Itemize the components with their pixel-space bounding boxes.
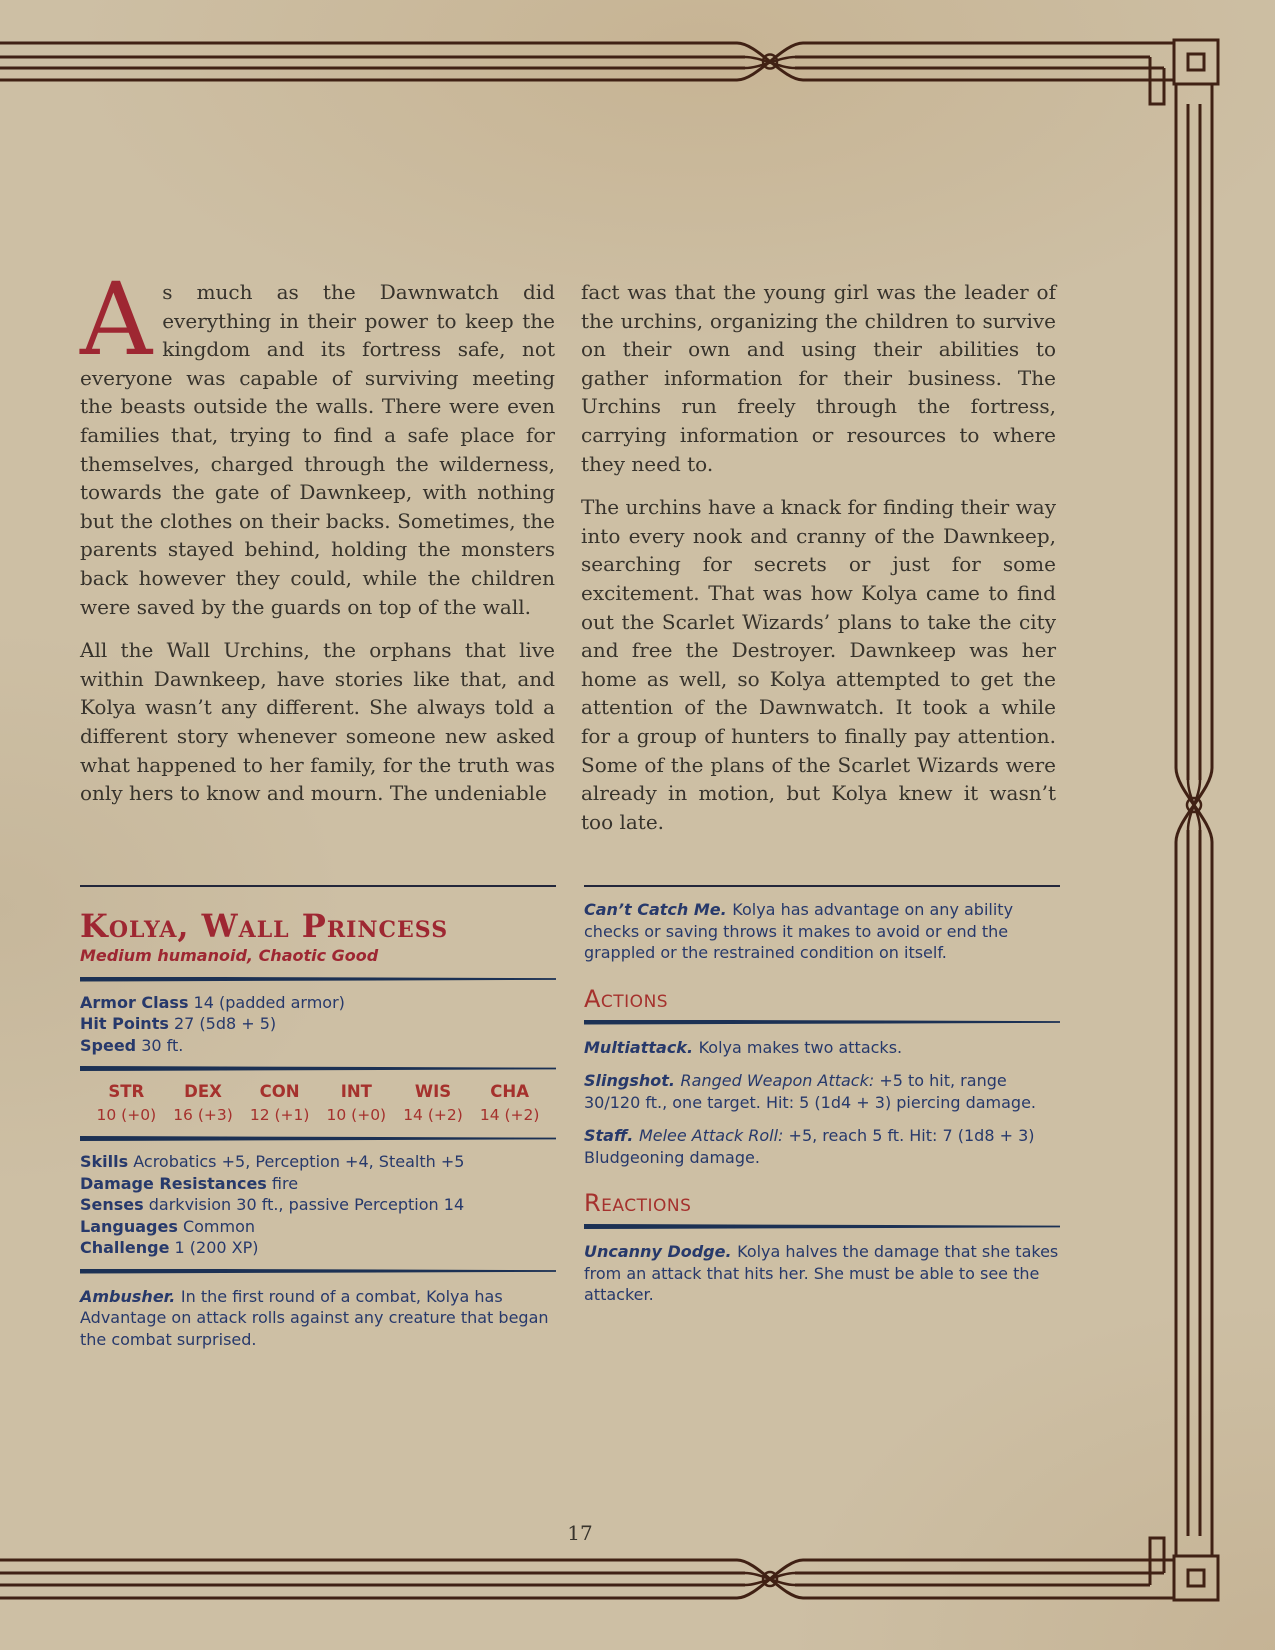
feature-name: Slingshot. [584, 1071, 681, 1090]
ability-cell [241, 1081, 318, 1126]
feature-name: Multiattack. [584, 1037, 699, 1057]
divider-thin [584, 885, 1060, 887]
traits-left [80, 1286, 556, 1351]
article-left-column [80, 261, 555, 836]
feature-paragraph [584, 1037, 1060, 1059]
divider-tapered [80, 1136, 556, 1141]
lore-text: s much as the Dawnwatch did everything in their power to keep the kingdom and its fortress safe, not everyone was capable of surviving meeting the beasts outside the walls. There were even families that, trying to find a safe place for themselves, charged through the wilderness, towards the gate of Dawnkeep, with nothing but the clothes on their backs. Sometimes, the parents stayed behind, holding the monsters back however they could, while the children were saved by the guards on top of the wall. [80, 280, 555, 619]
feature-text: +5, reach 5 ft. Hit: 7 (1d8 + 3) Bludgeoning damage. [584, 1126, 1035, 1167]
feature-name: Ambusher. [80, 1286, 181, 1306]
feature-paragraph [80, 1286, 556, 1351]
stat-row [80, 1151, 556, 1173]
feature-text: Kolya halves the damage that she takes from an attack that hits her. She must be able to see the attacker. [584, 1242, 1059, 1304]
feature-name: Staff. [584, 1126, 639, 1145]
ability-name: CON [259, 1082, 300, 1101]
stat-row [80, 1237, 556, 1259]
stat-row [80, 992, 556, 1014]
core-attributes [80, 992, 556, 1057]
detail-attributes [80, 1151, 556, 1259]
feature-name: Can’t Catch Me. [584, 900, 733, 919]
stat-row [80, 1035, 556, 1057]
stat-label: Skills [80, 1152, 129, 1171]
stat-value: fire [266, 1173, 299, 1193]
stat-value: Common [177, 1216, 256, 1236]
feature-flavor: Melee Attack Roll: [638, 1126, 789, 1145]
ability-cell [395, 1081, 472, 1126]
stat-block [80, 885, 1060, 1362]
reactions-heading: Reactions [584, 1189, 692, 1217]
stat-label: Damage Resistances [80, 1173, 267, 1193]
article-right-column [581, 278, 1056, 836]
stat-label: Speed [80, 1035, 137, 1055]
drop-cap: A [80, 261, 153, 378]
stat-value: 14 (padded armor) [188, 992, 345, 1012]
traits-right [584, 899, 1060, 964]
page-number: 17 [567, 1521, 593, 1545]
lore-article [80, 261, 1056, 836]
reactions-list [584, 1241, 1060, 1306]
feature-paragraph [584, 899, 1060, 964]
ability-score: 12 (+1) [249, 1105, 310, 1124]
stat-value: 1 (200 XP) [169, 1238, 259, 1257]
stat-value: 27 (5d8 + 5) [168, 1014, 277, 1033]
divider-tapered [80, 1066, 556, 1071]
stat-value: 30 ft. [136, 1035, 184, 1055]
stat-block-right-column [584, 885, 1060, 1362]
ability-cell [318, 1081, 395, 1126]
stat-label: Senses [80, 1195, 144, 1214]
lore-paragraph: The urchins have a knack for finding their way into every nook and cranny of the Dawnkeep, searching for secrets or just for some excitement. That was how Kolya came to find out the Scarlet Wizards’ plans to take the city and free the Destroyer. Dawnkeep was her home as well, so Kolya attempted to get the attention of the Dawnwatch. It took a while for a group of hunters to finally pay attention. Some of the plans of the Scarlet Wizards were already in motion, but Kolya knew it wasn’t too late. [581, 495, 1056, 834]
feature-text: In the first round of a combat, Kolya has Advantage on attack rolls against any creature that began the combat surprised. [80, 1286, 549, 1349]
actions-list [584, 1037, 1060, 1169]
feature-name: Uncanny Dodge. [584, 1242, 738, 1261]
feature-text: Kolya makes two attacks. [698, 1037, 903, 1057]
ability-score: 14 (+2) [479, 1105, 540, 1124]
stat-label: Armor Class [80, 992, 189, 1012]
feature-flavor: Ranged Weapon Attack: [680, 1071, 880, 1090]
ability-name: DEX [184, 1082, 222, 1101]
ability-score: 14 (+2) [403, 1105, 463, 1124]
ability-cell [165, 1081, 242, 1126]
ability-score: 10 (+0) [96, 1105, 157, 1124]
stat-row [80, 1173, 556, 1195]
lore-paragraph: fact was that the young girl was the leader of the urchins, organizing the children to survive on their own and using their abilities to gather information for their business. The Urchins run freely through the fortress, carrying information or resources to where they need to. [581, 280, 1056, 476]
divider-thin [80, 885, 556, 887]
creature-type: Medium humanoid, Chaotic Good [80, 946, 379, 965]
ability-name: WIS [414, 1082, 452, 1101]
divider-tapered [584, 1020, 1060, 1025]
ability-cell [88, 1081, 165, 1126]
feature-paragraph [584, 1125, 1060, 1168]
divider-tapered [80, 1269, 556, 1274]
ability-score: 16 (+3) [173, 1105, 233, 1124]
stat-row [80, 1216, 556, 1238]
feature-paragraph [584, 1070, 1060, 1113]
stat-row [80, 1013, 556, 1035]
ability-name: STR [108, 1082, 145, 1101]
stat-value: darkvision 30 ft., passive Perception 14 [143, 1195, 465, 1214]
feature-text: Kolya has advantage on any ability checks or saving throws it makes to avoid or end the grappled or the restrained condition on itself. [584, 900, 1014, 962]
ability-name: INT [340, 1082, 372, 1101]
lore-paragraph [80, 261, 555, 621]
stat-row [80, 1194, 556, 1216]
ability-score: 10 (+0) [326, 1105, 387, 1124]
ability-cell [471, 1081, 548, 1126]
divider-tapered [80, 977, 556, 982]
feature-text: +5 to hit, range 30/120 ft., one target. Hit: 5 (1d4 + 3) piercing damage. [584, 1071, 1037, 1112]
feature-paragraph [584, 1241, 1060, 1306]
lore-paragraph: All the Wall Urchins, the orphans that live within Dawnkeep, have stories like that, and Kolya wasn’t any different. She always told a different story whenever someone new asked what happened to her family, for the truth was only hers to know and mourn. The undeniable [80, 638, 555, 806]
creature-name: Kolya, Wall Princess [80, 907, 449, 945]
stat-label: Languages [80, 1216, 178, 1236]
ability-name: CHA [490, 1082, 529, 1101]
ability-score-table [80, 1081, 556, 1126]
divider-tapered [584, 1224, 1060, 1229]
stat-block-left-column [80, 885, 556, 1362]
stat-value: Acrobatics +5, Perception +4, Stealth +5 [128, 1152, 465, 1171]
stat-label: Hit Points [80, 1014, 169, 1033]
stat-label: Challenge [80, 1238, 170, 1257]
actions-heading: Actions [584, 984, 669, 1013]
